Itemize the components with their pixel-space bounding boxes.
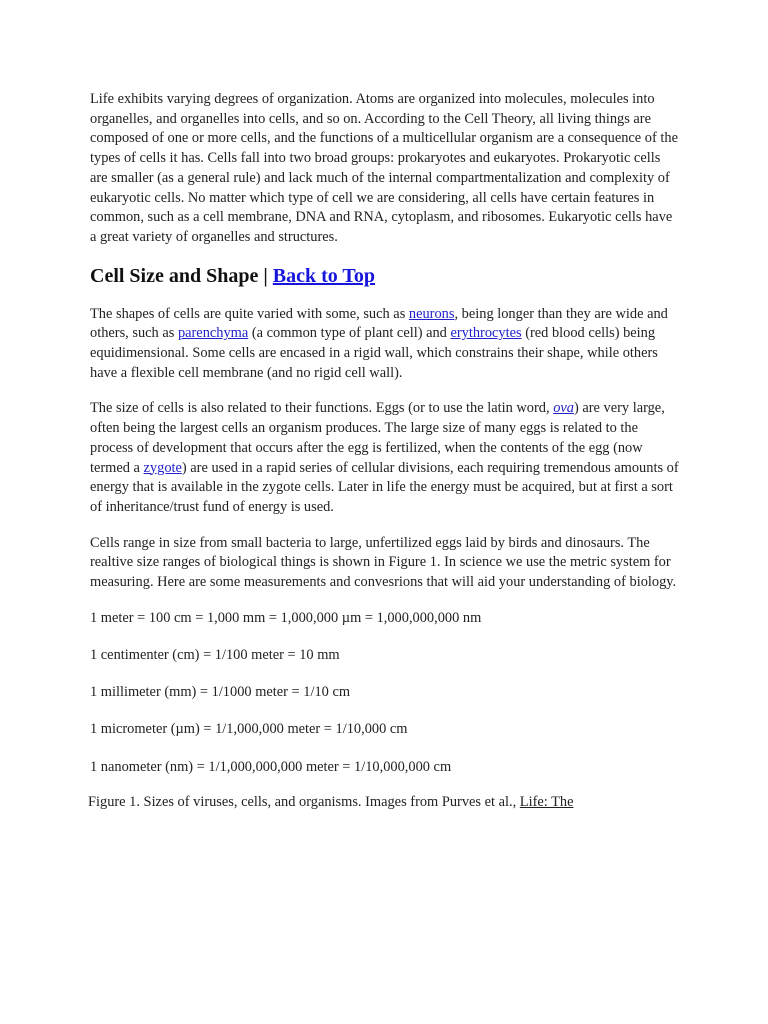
zygote-link[interactable]: zygote — [143, 459, 182, 476]
section-heading — [90, 263, 680, 289]
measurement-meter: 1 meter = 100 cm = 1,000 mm = 1,000,000 µm = 1,000,000,000 nm — [90, 609, 482, 626]
life-book-link[interactable]: Life: The — [519, 793, 574, 810]
text-span: (red blood cells) being equidimensional. Some cells are encased in a rigid wall, which constrains their shape, while others have a flexible cell membrane (and no rigid cell wall). — [90, 325, 658, 381]
measurement-centimeter: 1 centimenter (cm) = 1/100 meter = 10 mm — [90, 646, 340, 663]
text-span: The size of cells is also related to their functions. Eggs (or to use the latin word, — [90, 400, 554, 417]
text-span: (a common type of plant cell) and — [248, 325, 451, 342]
figure-caption — [88, 793, 680, 813]
text-span: ) are very large, often being the largest cells an organism produces. The large size of many eggs is related to the process of development that occurs after the egg is fertilized, when the contents of the egg (now termed a — [90, 400, 665, 476]
intro-paragraph: Life exhibits varying degrees of organization. Atoms are organized into molecules, molecules into organelles, and organelles into cells, and so on. According to the Cell Theory, all living things are composed of one or more cells, and the functions of a multicellular organism are a consequence of the types of cells it has. Cells fall into two broad groups: prokaryotes and eukaryotes. Prokaryotic cells are smaller (as a general rule) and lack much of the internal compartmentalization and complexity of eukaryotic cells. No matter which type of cell we are considering, all cells have certain features in common, such as a cell membrane, DNA and RNA, cytoplasm, and ribosomes. Eukaryotic cells have a great variety of organelles and structures. — [90, 91, 678, 245]
text-span: The shapes of cells are quite varied with some, such as — [90, 305, 409, 322]
back-to-top-link[interactable]: Back to Top — [272, 264, 376, 287]
cell-size-paragraph — [90, 399, 680, 517]
neurons-link[interactable]: neurons — [408, 305, 455, 322]
text-span: , being longer than they are wide and others, such as — [90, 305, 668, 342]
parenchyma-link[interactable]: parenchyma — [177, 325, 249, 342]
measurement-micrometer: 1 micrometer (µm) = 1/1,000,000 meter = 1/10,000 cm — [90, 721, 408, 738]
measurement-nanometer: 1 nanometer (nm) = 1/1,000,000,000 meter = 1/10,000,000 cm — [90, 758, 452, 775]
ova-link[interactable]: ova — [553, 400, 574, 417]
erythrocytes-link[interactable]: erythrocytes — [450, 325, 522, 342]
section-heading-text: Cell Size and Shape | — [90, 264, 268, 287]
caption-text: Figure 1. Sizes of viruses, cells, and organisms. Images from Purves et al., — [88, 793, 520, 810]
measurement-millimeter: 1 millimeter (mm) = 1/1000 meter = 1/10 cm — [90, 684, 351, 701]
text-span: ) are used in a rapid series of cellular divisions, each requiring tremendous amounts of energy that is available in the zygote cells. Later in life the energy must be acquired, but at first a sort of inheritance/trust fund of energy is used. — [90, 459, 679, 515]
cell-shape-paragraph — [90, 305, 680, 384]
document-page — [90, 90, 680, 812]
size-range-paragraph: Cells range in size from small bacteria to large, unfertilized eggs laid by birds and dinosaurs. The realtive size ranges of biological things is shown in Figure 1. In science we use the metric system for measuring. Here are some measurements and convesrions that will aid your understanding of biology. — [90, 534, 677, 591]
